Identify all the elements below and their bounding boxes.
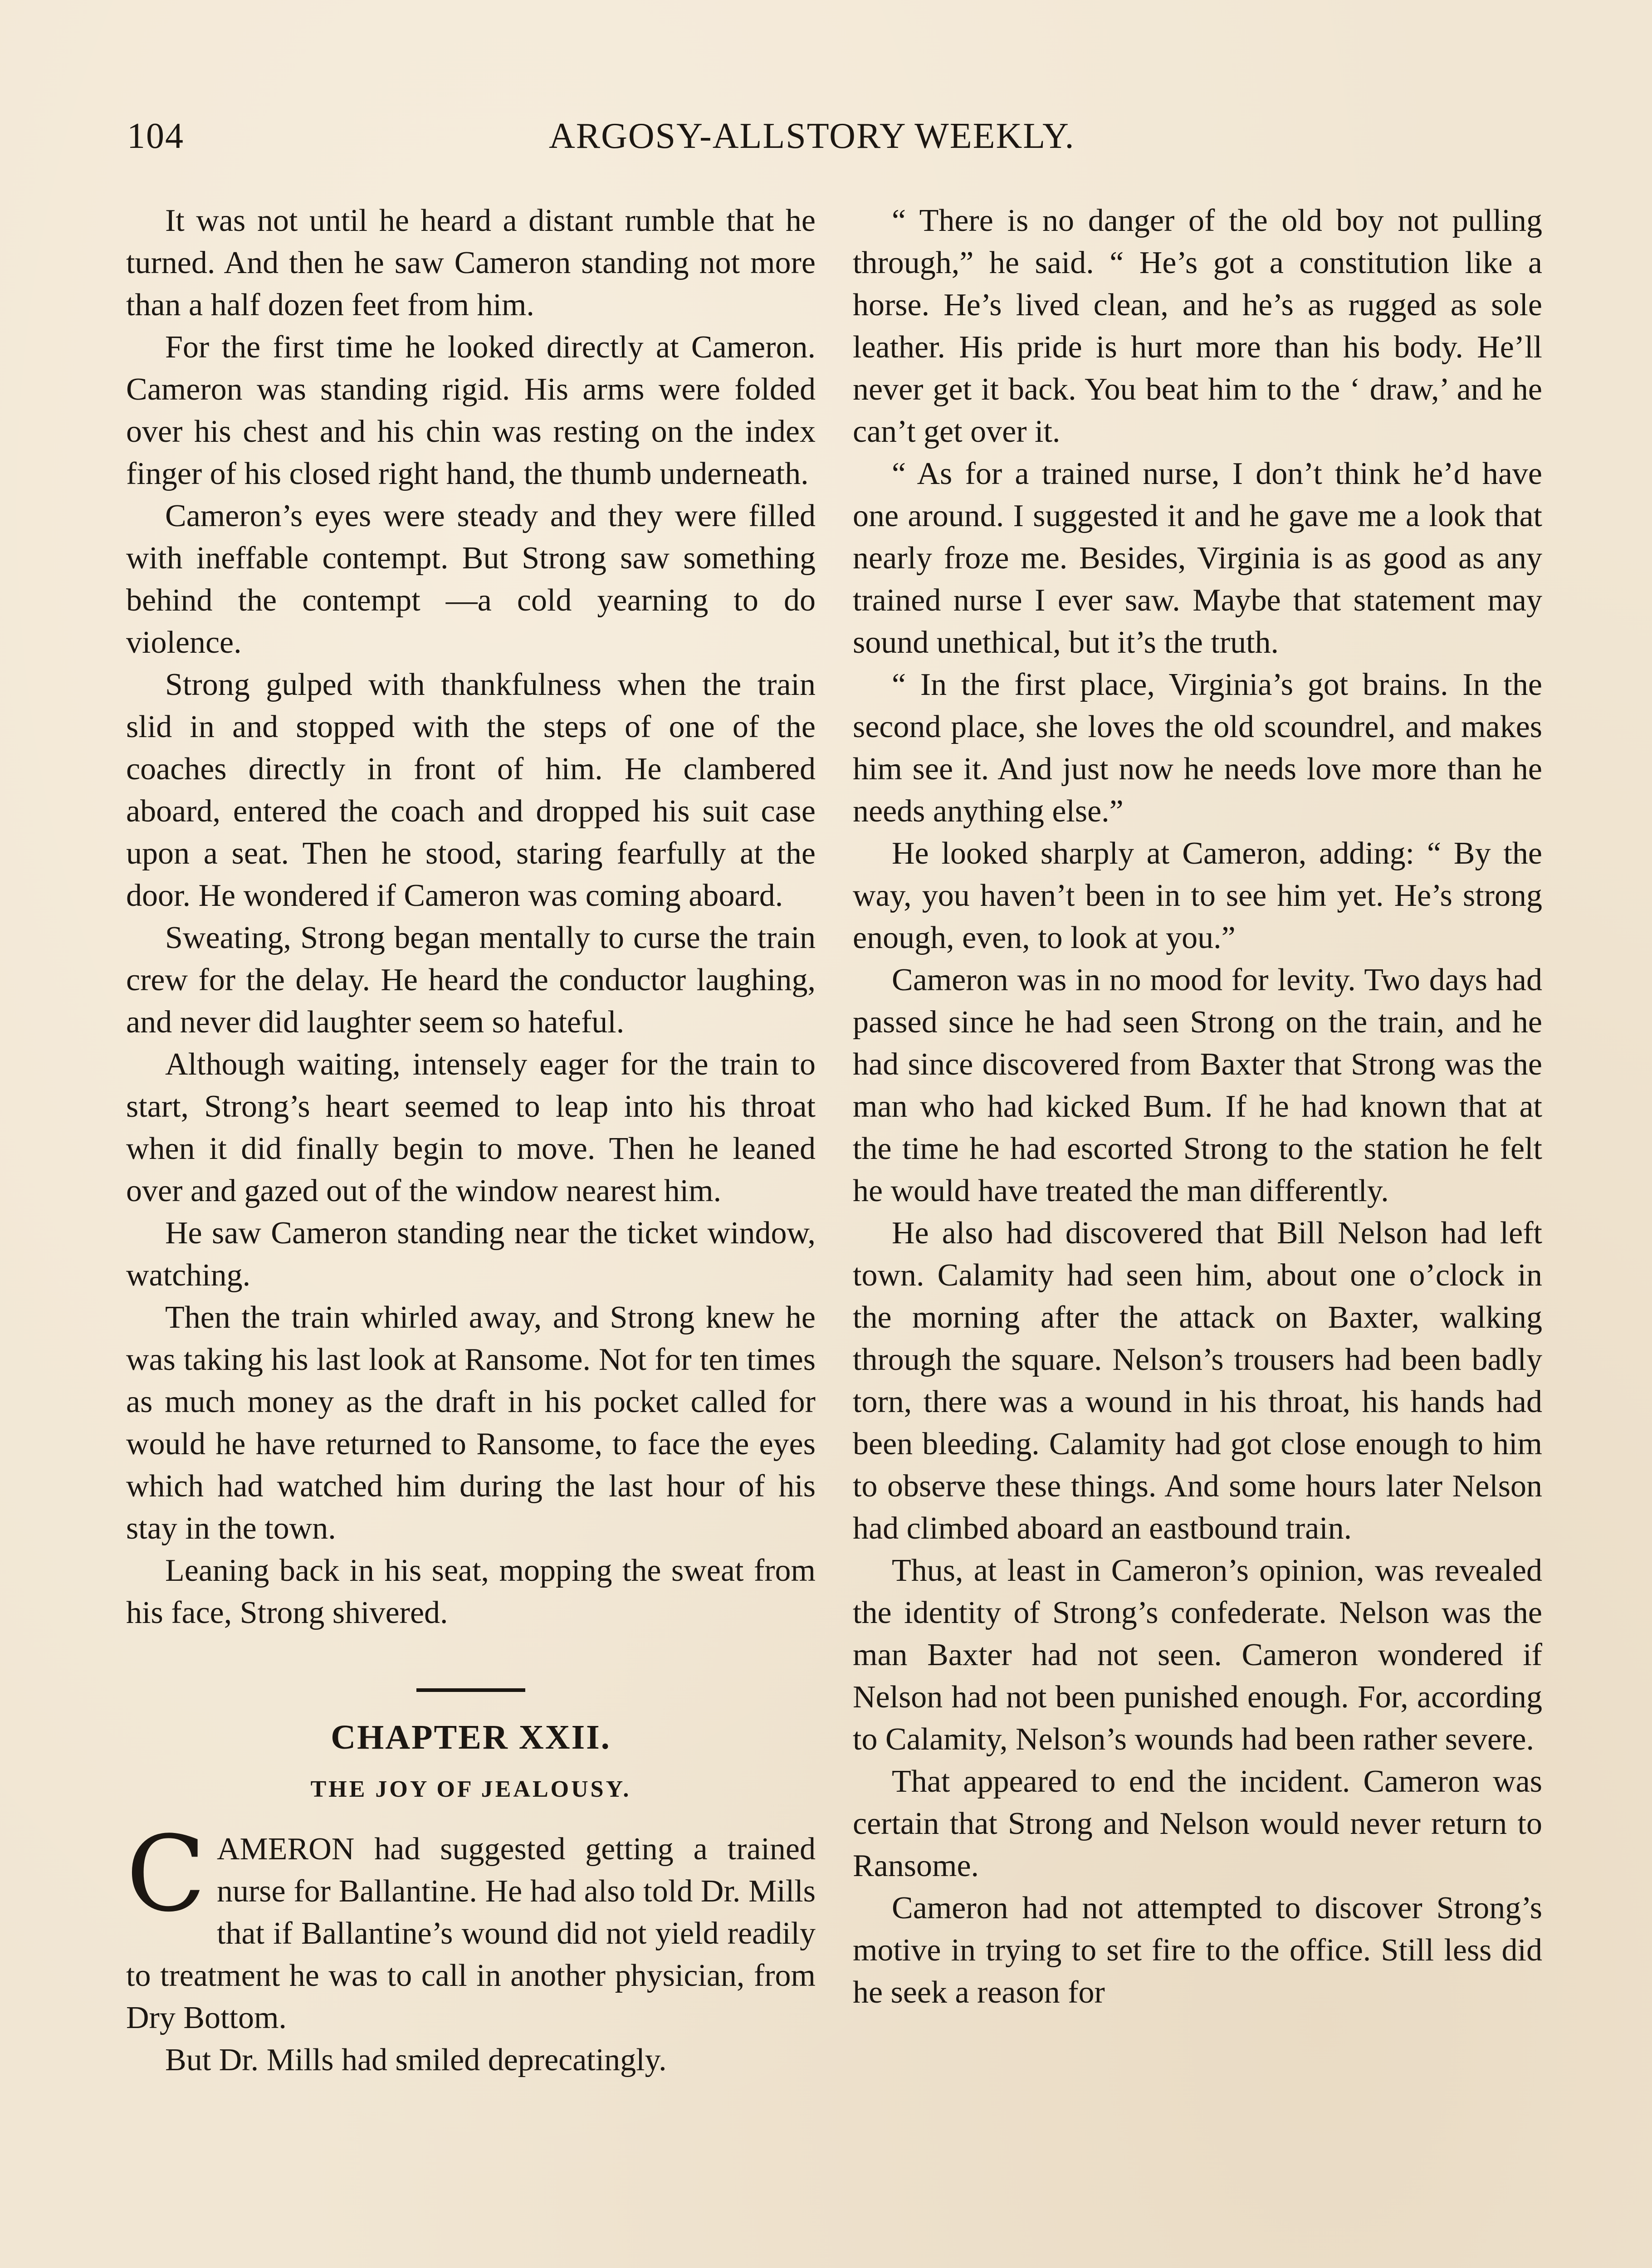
paragraph: He looked sharply at Cameron, adding: “ By the way, you haven’t been in to see him yet. He’s strong enough, even, to look at you.”	[853, 836, 1542, 955]
paragraph: Then the train whirled away, and Strong knew he was taking his last look at Ransome. Not for ten times as much money as the draft in his pocket called for would he have returned to Ransome, to face the eyes which had watched him during the last hour of his stay in the town.	[126, 1300, 816, 1546]
chapter-subtitle: THE JOY OF JEALOUSY.	[310, 1776, 631, 1802]
chapter-opening-text: AMERON had suggested getting a trained nurse for Ballantine. He had also told Dr. Mills that if Ballantine’s wound did not yield readily to treatment he was to call in another physician, from Dry Bottom.	[126, 1832, 816, 2035]
paragraph: For the first time he looked directly at Cameron. Cameron was standing rigid. His arms were folded over his chest and his chin was resting on the index finger of his closed right hand, the thumb underneath.	[126, 330, 816, 491]
left-column	[126, 200, 816, 2081]
chapter-opening-paragraph	[126, 1814, 816, 2039]
paragraph: He saw Cameron standing near the ticket window, watching.	[126, 1216, 816, 1293]
paragraph: “ As for a trained nurse, I don’t think he’d have one around. I suggested it and he gave me a look that nearly froze me. Besides, Virginia is as good as any trained nurse I ever saw. Maybe that statement may sound unethical, but it’s the truth.	[853, 456, 1542, 660]
section-divider	[416, 1688, 525, 1692]
running-title: ARGOSY-ALLSTORY WEEKLY.	[549, 116, 1075, 156]
paragraph: Although waiting, intensely eager for the train to start, Strong’s heart seemed to leap into his throat when it did finally begin to move. Then he leaned over and gazed out of the window nearest him.	[126, 1047, 816, 1208]
paragraph: Strong gulped with thankfulness when the train slid in and stopped with the steps of one of the coaches directly in front of him. He clambered aboard, entered the coach and dropped his suit case upon a seat. Then he stood, staring fearfully at the door. He wondered if Cameron was coming aboard.	[126, 667, 816, 913]
paragraph: It was not until he heard a distant rumble that he turned. And then he saw Cameron standing not more than a half dozen feet from him.	[126, 203, 816, 323]
paragraph: Sweating, Strong began mentally to curse the train crew for the delay. He heard the conductor laughing, and never did laughter seem so hateful.	[126, 920, 816, 1040]
drop-cap: C	[126, 1814, 206, 1935]
paragraph: He also had discovered that Bill Nelson had left town. Calamity had seen him, about one o’clock in the morning after the attack on Baxter, walking through the square. Nelson’s trousers had been badly torn, there was a wound in his throat, his hands had been bleeding. Calamity had got close enough to him to observe these things. And some hours later Nelson had climbed aboard an eastbound train.	[853, 1216, 1542, 1546]
paragraph: Cameron’s eyes were steady and they were filled with ineffable contempt. But Strong saw something behind the contempt —a cold yearning to do violence.	[126, 499, 816, 660]
page-header	[127, 109, 1129, 163]
chapter-title: CHAPTER XXII.	[331, 1718, 611, 1756]
paragraph: Leaning back in his seat, mopping the sweat from his face, Strong shivered.	[126, 1553, 816, 1630]
page-number: 104	[127, 116, 184, 156]
paragraph: Cameron was in no mood for levity. Two days had passed since he had seen Strong on the train, and he had since discovered from Baxter that Strong was the man who had kicked Bum. If he had known that at the time he had escorted Strong to the station he felt he would have treated the man differently.	[853, 963, 1542, 1208]
paragraph: But Dr. Mills had smiled deprecatingly.	[165, 2043, 667, 2077]
paragraph: Cameron had not attempted to discover Strong’s motive in trying to set fire to the office. Still less did he seek a reason for	[853, 1891, 1542, 2010]
paragraph: “ There is no danger of the old boy not pulling through,” he said. “ He’s got a constitution like a horse. He’s lived clean, and he’s as rugged as sole leather. His pride is hurt more than his body. He’ll never get it back. You beat him to the ‘ draw,’ and he can’t get over it.	[853, 203, 1542, 449]
paragraph: That appeared to end the incident. Cameron was certain that Strong and Nelson would never return to Ransome.	[853, 1764, 1542, 1883]
paragraph: Thus, at least in Cameron’s opinion, was revealed the identity of Strong’s confederate. Nelson was the man Baxter had not seen. Cameron wondered if Nelson had not been punished enough. For, according to Calamity, Nelson’s wounds had been rather severe.	[853, 1553, 1542, 1757]
paragraph: “ In the first place, Virginia’s got brains. In the second place, she loves the old scoundrel, and makes him see it. And just now he needs love more than he needs anything else.”	[853, 667, 1542, 829]
right-column	[853, 200, 1542, 2014]
